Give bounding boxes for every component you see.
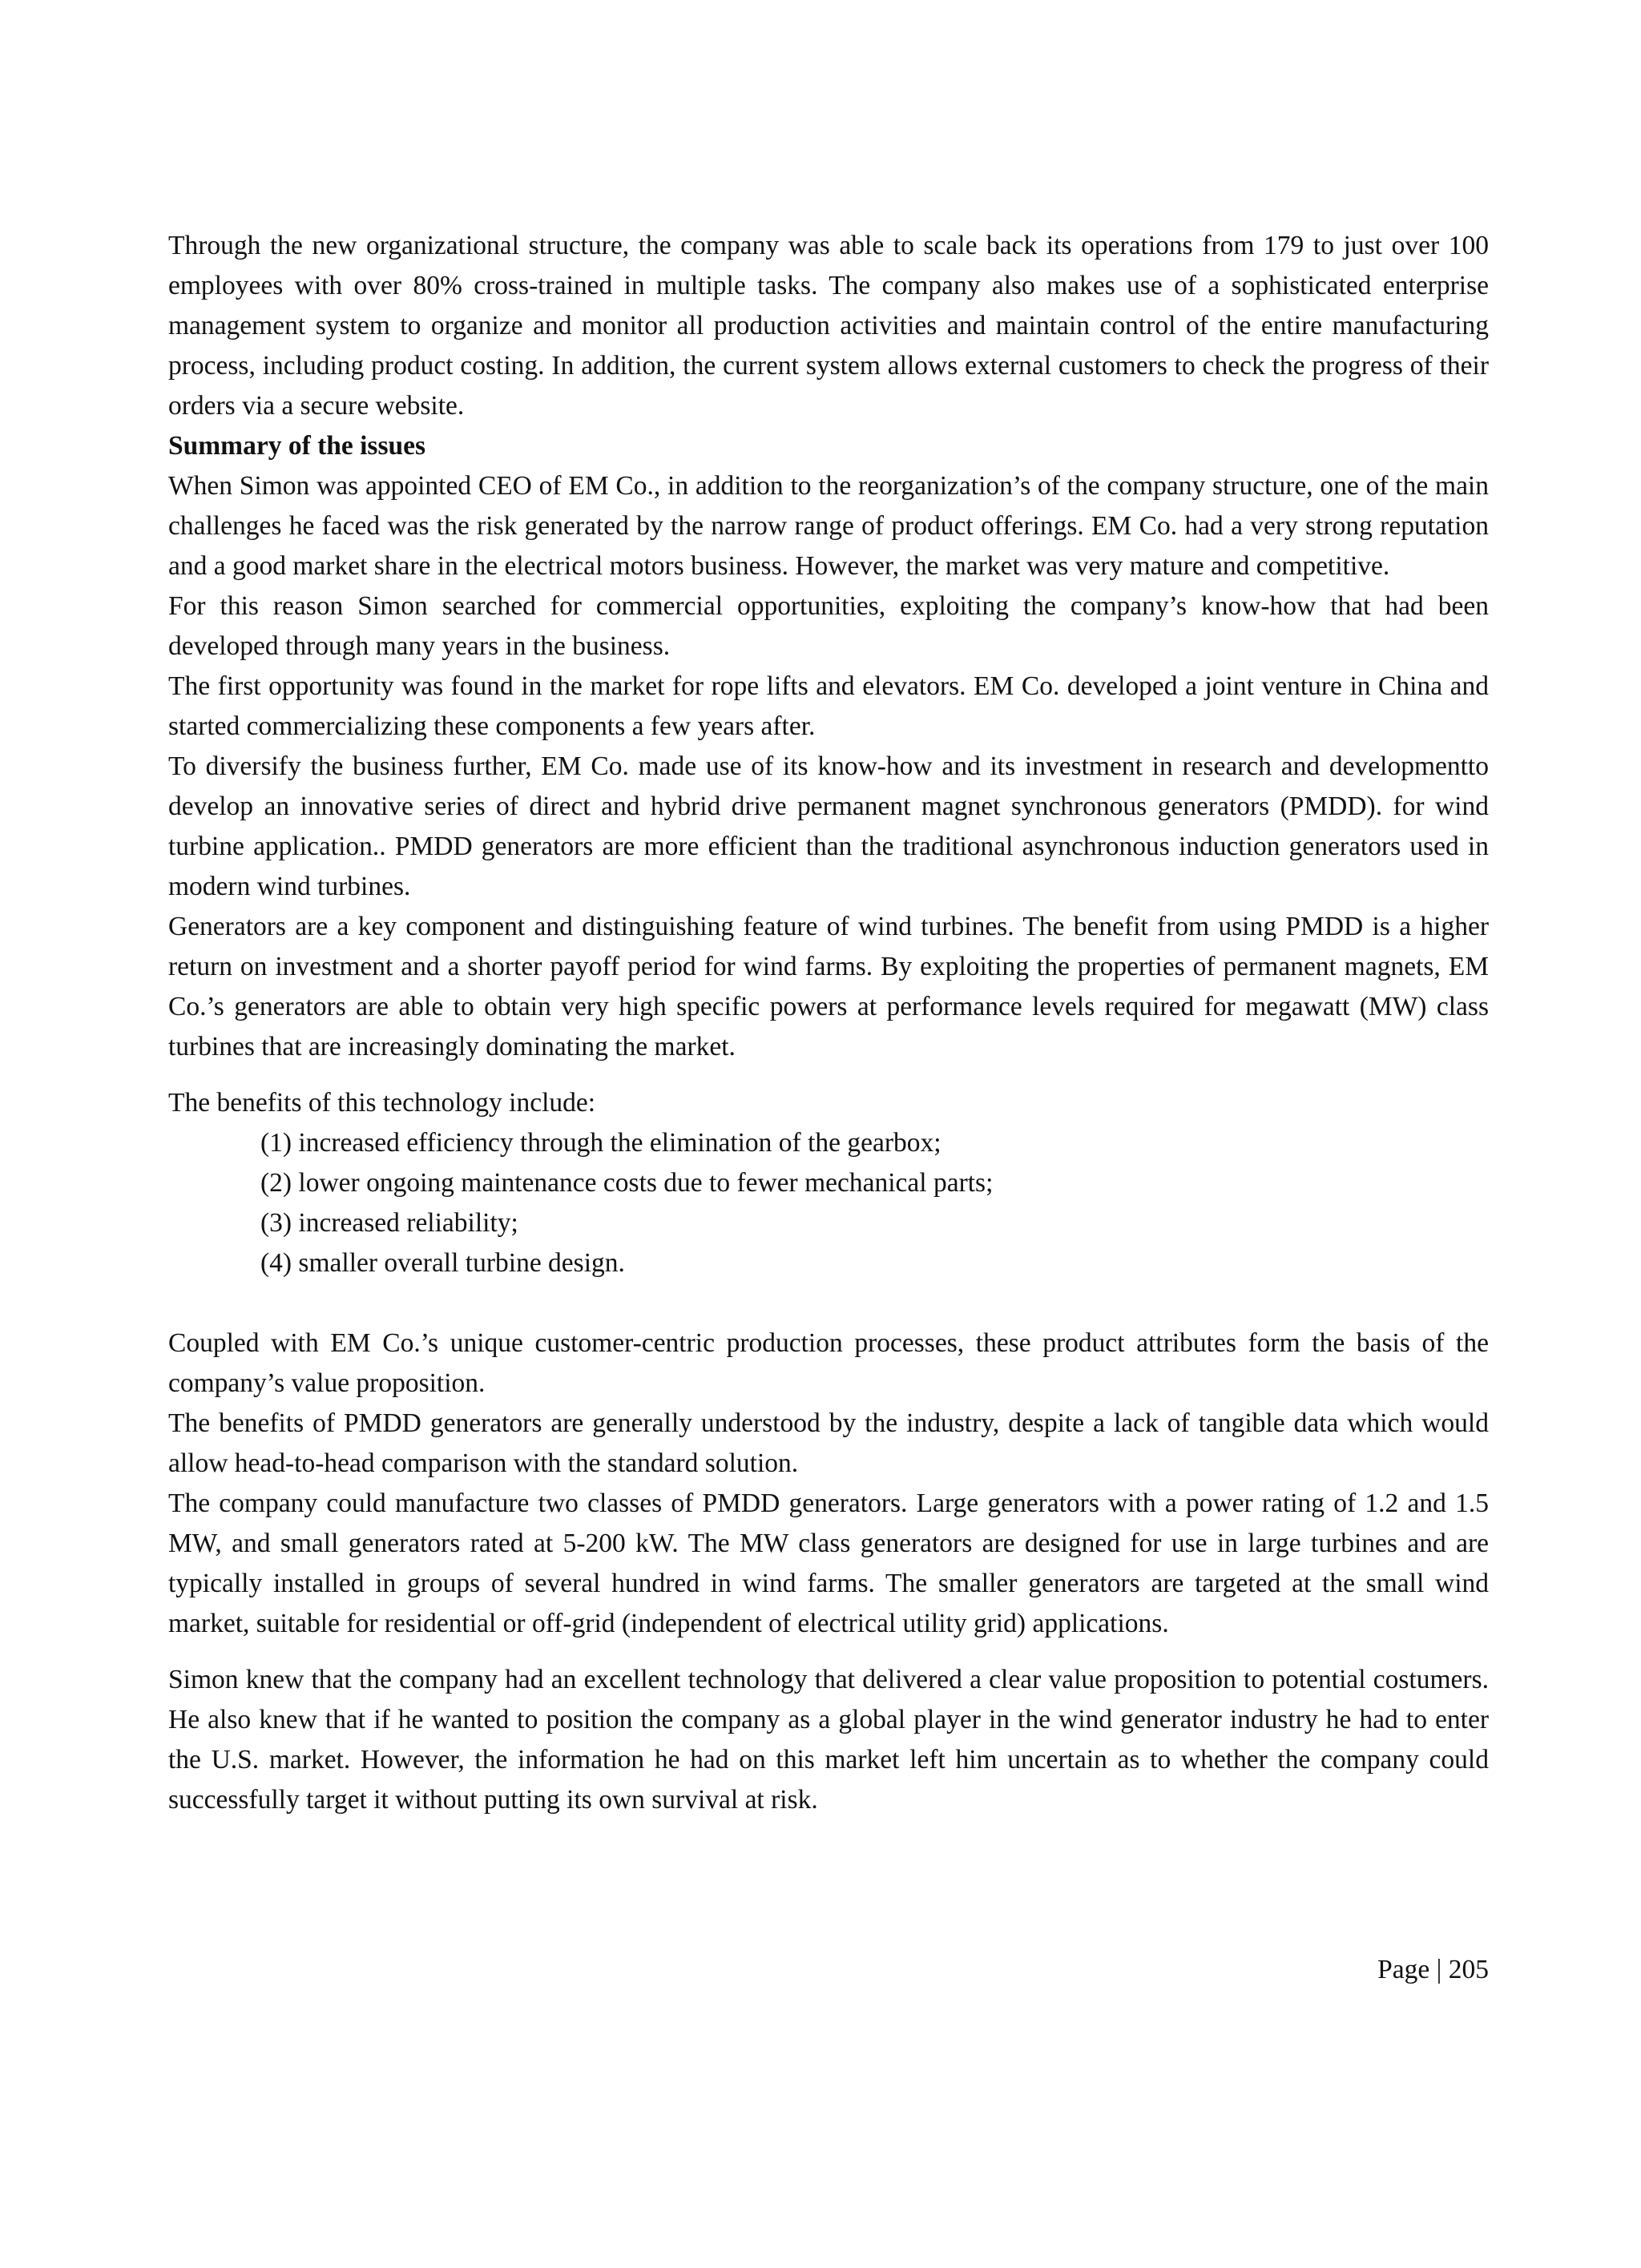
list-item: (2) lower ongoing maintenance costs due to fewer mechanical parts;: [260, 1168, 994, 1198]
list-item: (3) increased reliability;: [260, 1208, 518, 1238]
section-heading: Summary of the issues: [168, 431, 426, 461]
benefits-intro: The benefits of this technology include:: [168, 1088, 596, 1118]
body-paragraph: When Simon was appointed CEO of EM Co., in addition to the reorganization’s of the company structure, one of the main challenges he faced was the risk generated by the narrow range of product offerings. EM Co. had a very strong reputation and a good market share in the electrical motors business. However, the market was very mature and competitive.: [168, 471, 1489, 581]
body-paragraph: To diversify the business further, EM Co. made use of its know-how and its investment in research and developmentto develop an innovative series of direct and hybrid drive permanent magnet synchronous generators (PMDD). for wind turbine application.. PMDD generators are more efficient than the traditional asynchronous induction generators used in modern wind turbines.: [168, 751, 1489, 901]
intro-paragraph: Through the new organizational structure, the company was able to scale back its operations from 179 to just over 100 employees with over 80% cross-trained in multiple tasks. The company also makes use of a sophisticated enterprise management system to organize and monitor all production activities and maintain control of the entire manufacturing process, including product costing. In addition, the current system allows external customers to check the progress of their orders via a secure website.: [168, 231, 1489, 421]
page-body: [168, 226, 1489, 1820]
body-paragraph: The company could manufacture two classes of PMDD generators. Large generators with a power rating of 1.2 and 1.5 MW, and small generators rated at 5-200 kW. The MW class generators are designed for use in large turbines and are typically installed in groups of several hundred in wind farms. The smaller generators are targeted at the small wind market, suitable for residential or off-grid (independent of electrical utility grid) applications.: [168, 1489, 1489, 1638]
body-paragraph: Generators are a key component and distinguishing feature of wind turbines. The benefit from using PMDD is a higher return on investment and a shorter payoff period for wind farms. By exploiting the properties of permanent magnets, EM Co.’s generators are able to obtain very high specific powers at performance levels required for megawatt (MW) class turbines that are increasingly dominating the market.: [168, 912, 1489, 1061]
page-number: Page | 205: [1377, 1955, 1489, 1984]
list-item: (1) increased efficiency through the elimination of the gearbox;: [260, 1128, 941, 1158]
body-paragraph: The benefits of PMDD generators are generally understood by the industry, despite a lack of tangible data which would allow head-to-head comparison with the standard solution.: [168, 1408, 1489, 1478]
benefits-list: [168, 1123, 1489, 1283]
closing-paragraph: Simon knew that the company had an excellent technology that delivered a clear value proposition to potential costumers. He also knew that if he wanted to position the company as a global player in the wind generator industry he had to enter the U.S. market. However, the information he had on this market left him uncertain as to whether the company could successfully target it without putting its own survival at risk.: [168, 1665, 1489, 1815]
list-item: (4) smaller overall turbine design.: [260, 1248, 625, 1278]
body-paragraph: The first opportunity was found in the market for rope lifts and elevators. EM Co. developed a joint venture in China and started commercializing these components a few years after.: [168, 671, 1489, 741]
body-paragraph: Coupled with EM Co.’s unique customer-centric production processes, these product attributes form the basis of the company’s value proposition.: [168, 1328, 1489, 1398]
body-paragraph: For this reason Simon searched for commercial opportunities, exploiting the company’s know-how that had been developed through many years in the business.: [168, 591, 1489, 661]
